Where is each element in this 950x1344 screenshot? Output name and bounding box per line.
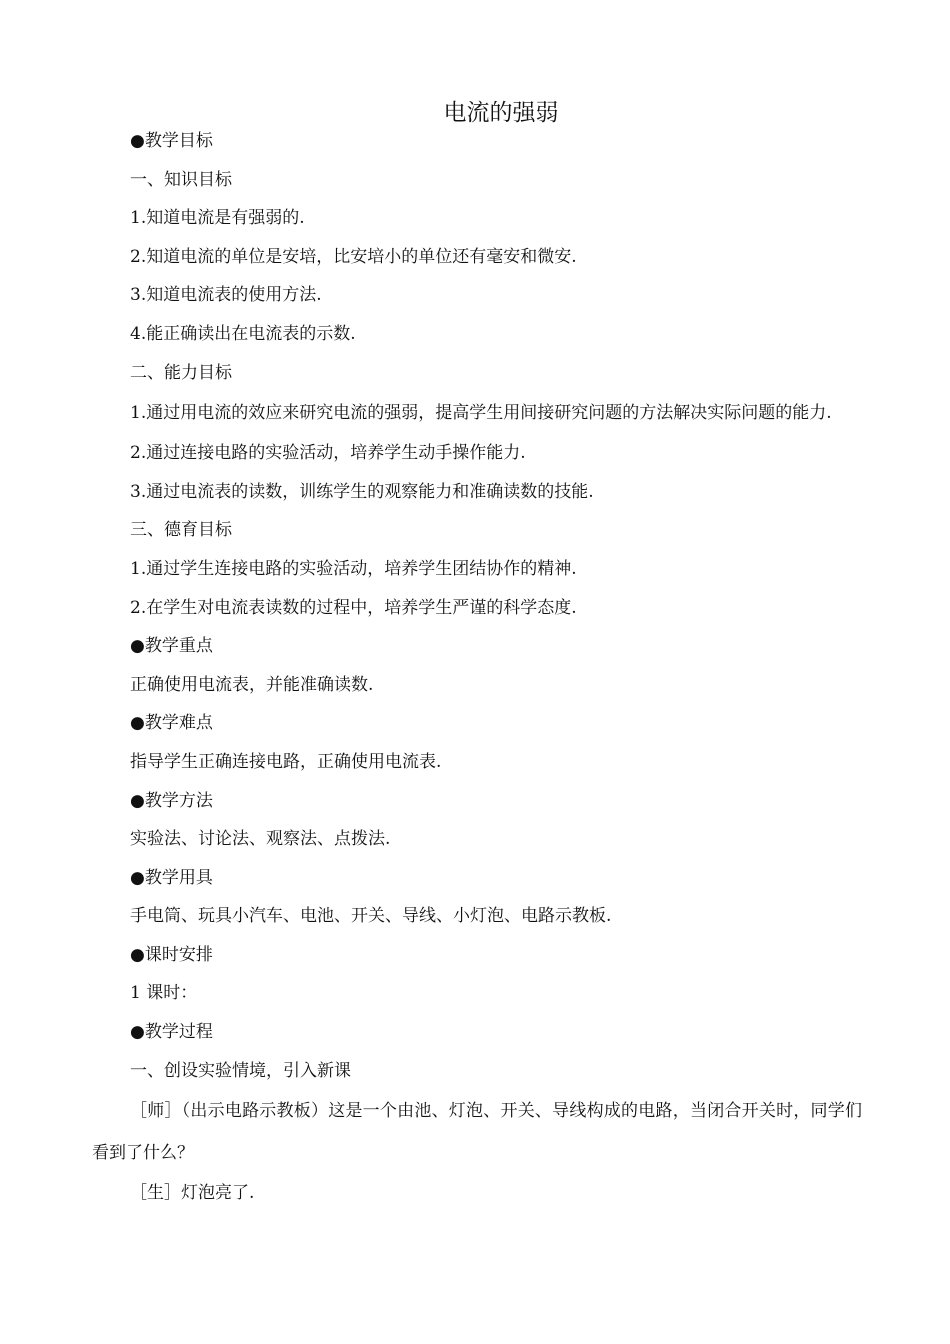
paragraph: 3.知道电流表的使用方法. (130, 285, 322, 306)
paragraph: ［生］灯泡亮了. (130, 1183, 255, 1204)
paragraph: 2.知道电流的单位是安培，比安培小的单位还有毫安和微安. (130, 246, 577, 267)
paragraph: 指导学生正确连接电路，正确使用电流表. (130, 751, 442, 772)
paragraph: 手电筒、玩具小汽车、电池、开关、导线、小灯泡、电路示教板. (130, 906, 612, 927)
document-title: 电流的强弱 (443, 100, 559, 126)
subheading-knowledge: 一、知识目标 (130, 169, 232, 190)
section-heading-schedule: ●课时安排 (130, 944, 213, 965)
subheading-moral: 三、德育目标 (130, 520, 232, 541)
paragraph: 4.能正确读出在电流表的示数. (130, 323, 356, 344)
subheading-ability: 二、能力目标 (130, 362, 232, 383)
document-body (92, 122, 862, 1213)
paragraph: 2.通过连接电路的实验活动，培养学生动手操作能力. (130, 443, 526, 464)
section-heading-key-points: ●教学重点 (130, 636, 213, 657)
section-heading-difficulties: ●教学难点 (130, 713, 213, 734)
paragraph: 1.知道电流是有强弱的. (130, 208, 305, 229)
paragraph: 1.通过用电流的效应来研究电流的强弱，提高学生用间接研究问题的方法解决实际问题的能力. (130, 403, 832, 424)
paragraph: 1.通过学生连接电路的实验活动，培养学生团结协作的精神. (130, 558, 577, 579)
paragraph: ［师］（出示电路示教板）这是一个由池、灯泡、开关、导线构成的电路，当闭合开关时，同学们看到了什么？ (92, 1101, 862, 1164)
paragraph: 正确使用电流表，并能准确读数. (130, 674, 374, 695)
section-heading-process: ●教学过程 (130, 1022, 213, 1043)
section-heading-objectives: ●教学目标 (130, 131, 213, 151)
paragraph: 1 课时： (130, 983, 198, 1004)
paragraph: 2.在学生对电流表读数的过程中，培养学生严谨的科学态度. (130, 597, 577, 618)
section-heading-tools: ●教学用具 (130, 867, 213, 888)
section-heading-methods: ●教学方法 (130, 790, 213, 811)
paragraph: 实验法、讨论法、观察法、点拨法. (130, 829, 391, 850)
paragraph: 3.通过电流表的读数，训练学生的观察能力和准确读数的技能. (130, 481, 594, 502)
subheading-step-one: 一、创设实验情境，引入新课 (130, 1060, 351, 1081)
